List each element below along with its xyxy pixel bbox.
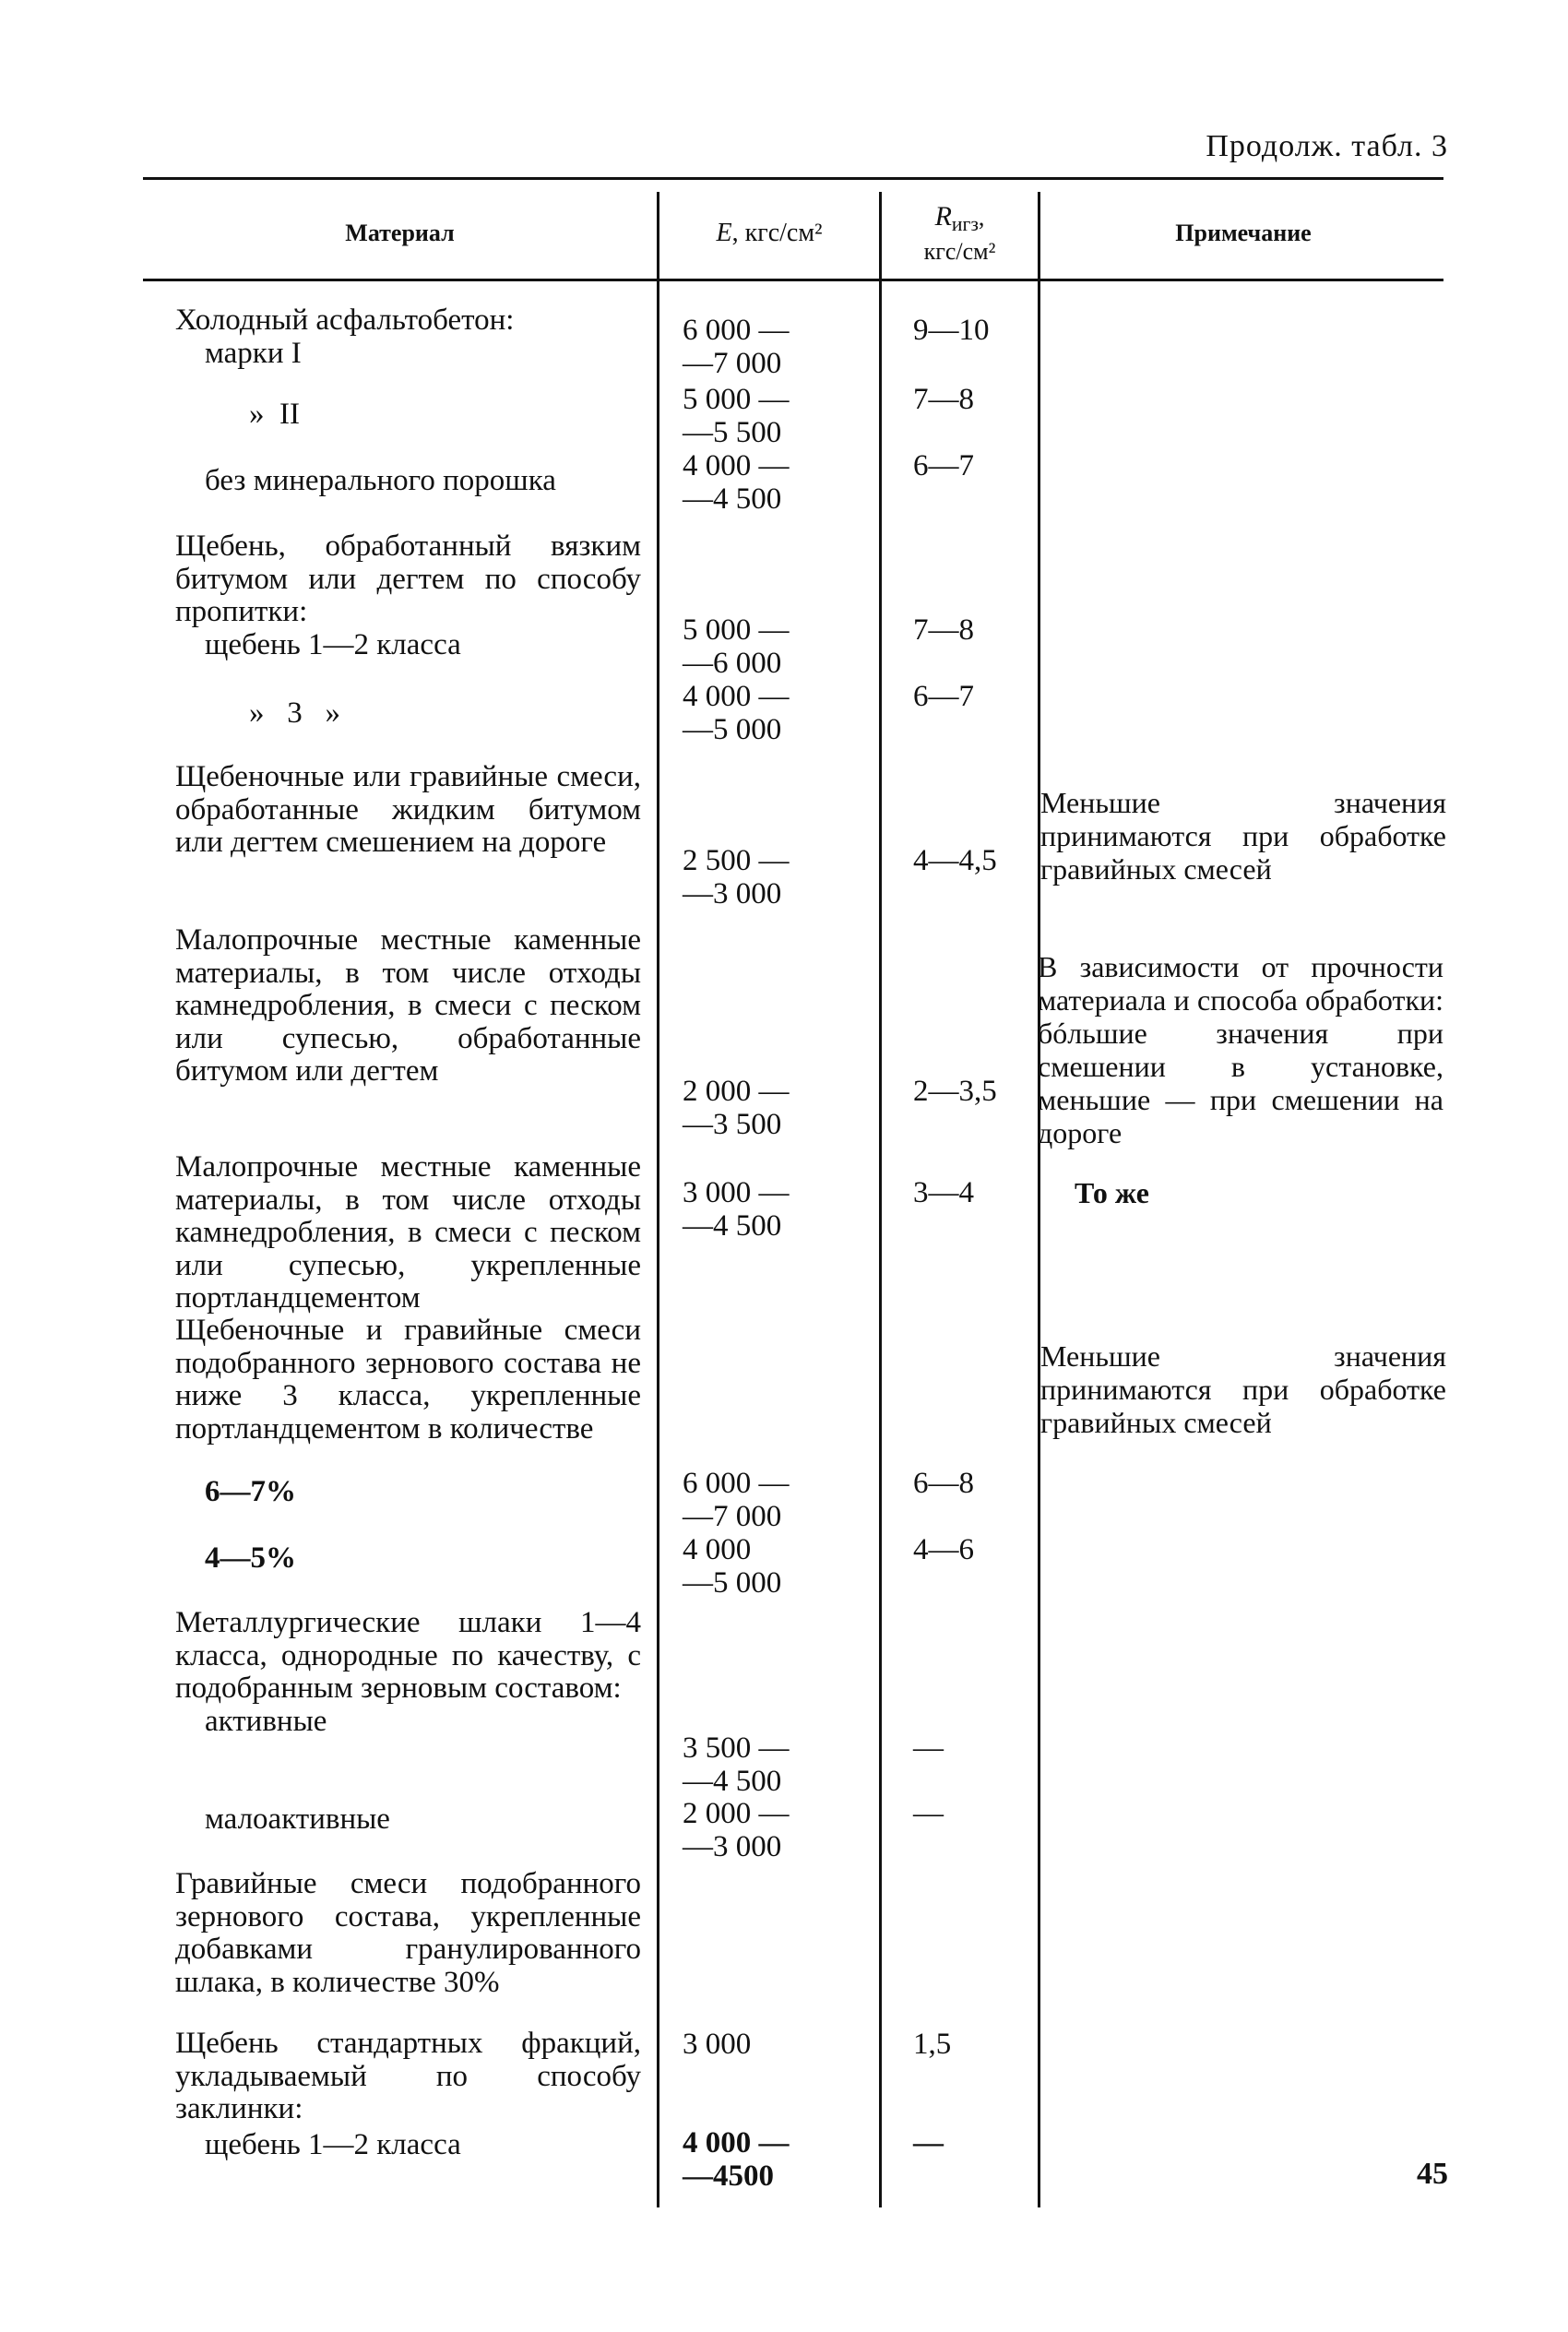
header-strength: $R_{игз}$, кгс/см² <box>882 203 1038 266</box>
row-material <box>175 1607 641 1738</box>
strength-value: — <box>913 1731 944 1765</box>
modulus-value: 2 000 — —3 000 <box>683 1797 790 1863</box>
material-subtext: марки I <box>205 336 302 370</box>
strength-value: 4—4,5 <box>913 844 997 877</box>
modulus-value: 6 000 — —7 000 <box>683 314 790 380</box>
header-strength-symbol: R <box>934 201 952 232</box>
row-material <box>175 1542 641 1576</box>
material-text: » 3 » <box>249 696 340 730</box>
header-modulus-symbol: E <box>716 219 732 247</box>
row-material <box>175 399 641 432</box>
strength-value: 9—10 <box>913 314 990 347</box>
strength-value: — <box>913 2126 944 2159</box>
material-text: малоактивные <box>205 1803 390 1836</box>
top-rule <box>143 177 1443 180</box>
header-note: Примечание <box>1175 220 1312 246</box>
header-bottom-rule <box>143 279 1443 281</box>
modulus-value: 4 000 — —4 500 <box>683 449 790 516</box>
header-modulus <box>659 220 879 247</box>
column-divider-3 <box>1038 192 1040 2207</box>
row-material: Щебеночные и гравийные смеси подобранного зернового состава не ниже 3 класса, укрепленные портландцементом в количестве <box>175 1314 641 1446</box>
header-modulus-unit: , кгс/см² <box>731 219 823 247</box>
row-material <box>175 465 641 498</box>
material-subtext: активные <box>205 1704 327 1738</box>
column-divider-2 <box>879 192 882 2207</box>
strength-value: — <box>913 1797 944 1830</box>
material-text: » II <box>249 398 300 431</box>
row-material <box>175 530 641 661</box>
row-note: То же <box>1075 1176 1149 1209</box>
row-material: Гравийные смеси подобранного зернового состава, укрепленные добавками гранулированного шлака, в количестве 30% <box>175 1867 641 1999</box>
continuation-label: Продолж. табл. 3 <box>1206 129 1448 163</box>
material-text: щебень 1—2 класса <box>205 2128 461 2161</box>
modulus-value: 4 000 — —5 000 <box>683 680 790 746</box>
strength-value: 7—8 <box>913 613 974 647</box>
modulus-value: 5 000 — —5 500 <box>683 383 790 449</box>
strength-value: 6—7 <box>913 449 974 482</box>
modulus-value: 3 000 <box>683 2028 752 2061</box>
strength-value: 1,5 <box>913 2028 952 2061</box>
row-material: Малопрочные местные каменные материалы, в том числе отходы камнедробления, в смеси с песком или супесью, укрепленные портландцементом <box>175 1150 641 1315</box>
material-text: без минерального порошка <box>205 464 556 497</box>
row-material <box>175 2129 641 2162</box>
row-note: В зависимости от прочности материала и способа обработки: бóльшие значения при смешении в установке, меньшие — при смешении на дороге <box>1038 950 1443 1149</box>
modulus-value: 3 500 — —4 500 <box>683 1731 790 1798</box>
row-material <box>175 697 641 731</box>
material-subtext: щебень 1—2 класса <box>205 627 461 661</box>
strength-value: 2—3,5 <box>913 1075 997 1108</box>
row-material: Щебень стандартных фракций, укладываемый по способу заклинки: <box>175 2027 641 2125</box>
material-text: Металлургические шлаки 1—4 класса, однородные по качеству, с подобранным зерновым составом: <box>175 1606 641 1705</box>
material-text: Холодный асфальтобетон: <box>175 303 515 337</box>
material-text: 4—5% <box>205 1541 296 1575</box>
modulus-value: 6 000 — —7 000 <box>683 1467 790 1533</box>
row-material <box>175 1476 641 1509</box>
row-material <box>175 1803 641 1837</box>
row-note: Меньшие значения принимаются при обработке гравийных смесей <box>1040 1339 1446 1439</box>
page-number: 45 <box>1417 2157 1448 2191</box>
strength-value: 7—8 <box>913 383 974 416</box>
header-strength-subscript: игз <box>951 213 979 236</box>
header-material: Материал <box>345 220 455 246</box>
row-material: Щебеночные или гравийные смеси, обработанные жидким битумом или дегтем смешением на дороге <box>175 760 641 859</box>
strength-value: 3—4 <box>913 1176 974 1209</box>
row-material: Малопрочные местные каменные материалы, в том числе отходы камнедробления, в смеси с песком или супесью, обработанные битумом или дегтем <box>175 923 641 1088</box>
modulus-value: 5 000 — —6 000 <box>683 613 790 680</box>
column-divider-1 <box>657 192 659 2207</box>
row-material <box>175 304 641 370</box>
strength-value: 6—8 <box>913 1467 974 1500</box>
strength-value: 4—6 <box>913 1533 974 1566</box>
material-text: 6—7% <box>205 1475 296 1508</box>
modulus-value: 2 000 — —3 500 <box>683 1075 790 1141</box>
modulus-value: 3 000 — —4 500 <box>683 1176 790 1243</box>
modulus-value: 4 000 — —4500 <box>683 2126 790 2193</box>
header-strength-unit: кгс/см² <box>923 238 996 266</box>
modulus-value: 2 500 — —3 000 <box>683 844 790 910</box>
material-text: Щебень, обработанный вязким битумом или дегтем по способу пропитки: <box>175 529 641 628</box>
strength-value: 6—7 <box>913 680 974 713</box>
modulus-value: 4 000 —5 000 <box>683 1533 782 1600</box>
row-note: Меньшие значения принимаются при обработке гравийных смесей <box>1040 786 1446 886</box>
